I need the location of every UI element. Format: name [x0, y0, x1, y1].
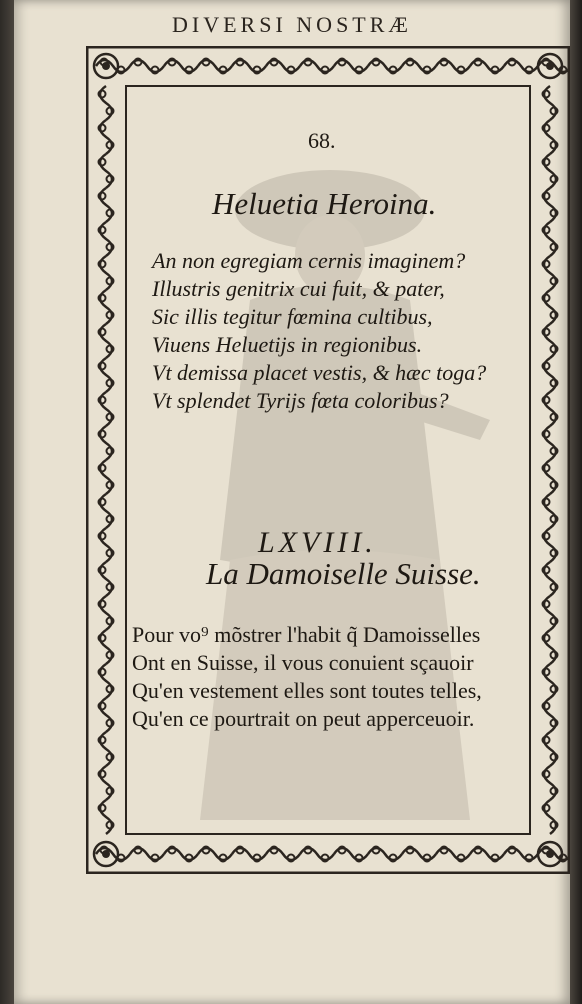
verse-line: Qu'en vestement elles sont toutes telles,	[132, 678, 482, 703]
verse-line: Viuens Heluetijs in regionibus.	[152, 332, 423, 357]
verse-line: Vt splendet Tyrijs fœta coloribus?	[152, 388, 449, 413]
verse-line: An non egregiam cernis imaginem?	[152, 248, 466, 273]
page-number: 68.	[308, 128, 336, 153]
verse-line: Vt demissa placet vestis, & hæc toga?	[152, 360, 487, 385]
running-head: DIVERSI NOSTRÆ	[172, 12, 412, 37]
verse-line: Qu'en ce pourtrait on peut apperceuoir.	[132, 706, 475, 731]
verse-line: Pour vo⁹ mõstrer l'habit q̃ Damoisselles	[132, 622, 481, 647]
verse-line: Illustris genitrix cui fuit, & pater,	[152, 276, 445, 301]
poem-title-french: La Damoiselle Suisse.	[206, 556, 481, 591]
verse-line: Ont en Suisse, il vous conuient sçauoir	[132, 650, 474, 675]
section-numeral: LXVIII.	[258, 526, 377, 559]
poem-title-latin: Heluetia Heroina.	[212, 186, 437, 221]
verse-line: Sic illis tegitur fœmina cultibus,	[152, 304, 433, 329]
